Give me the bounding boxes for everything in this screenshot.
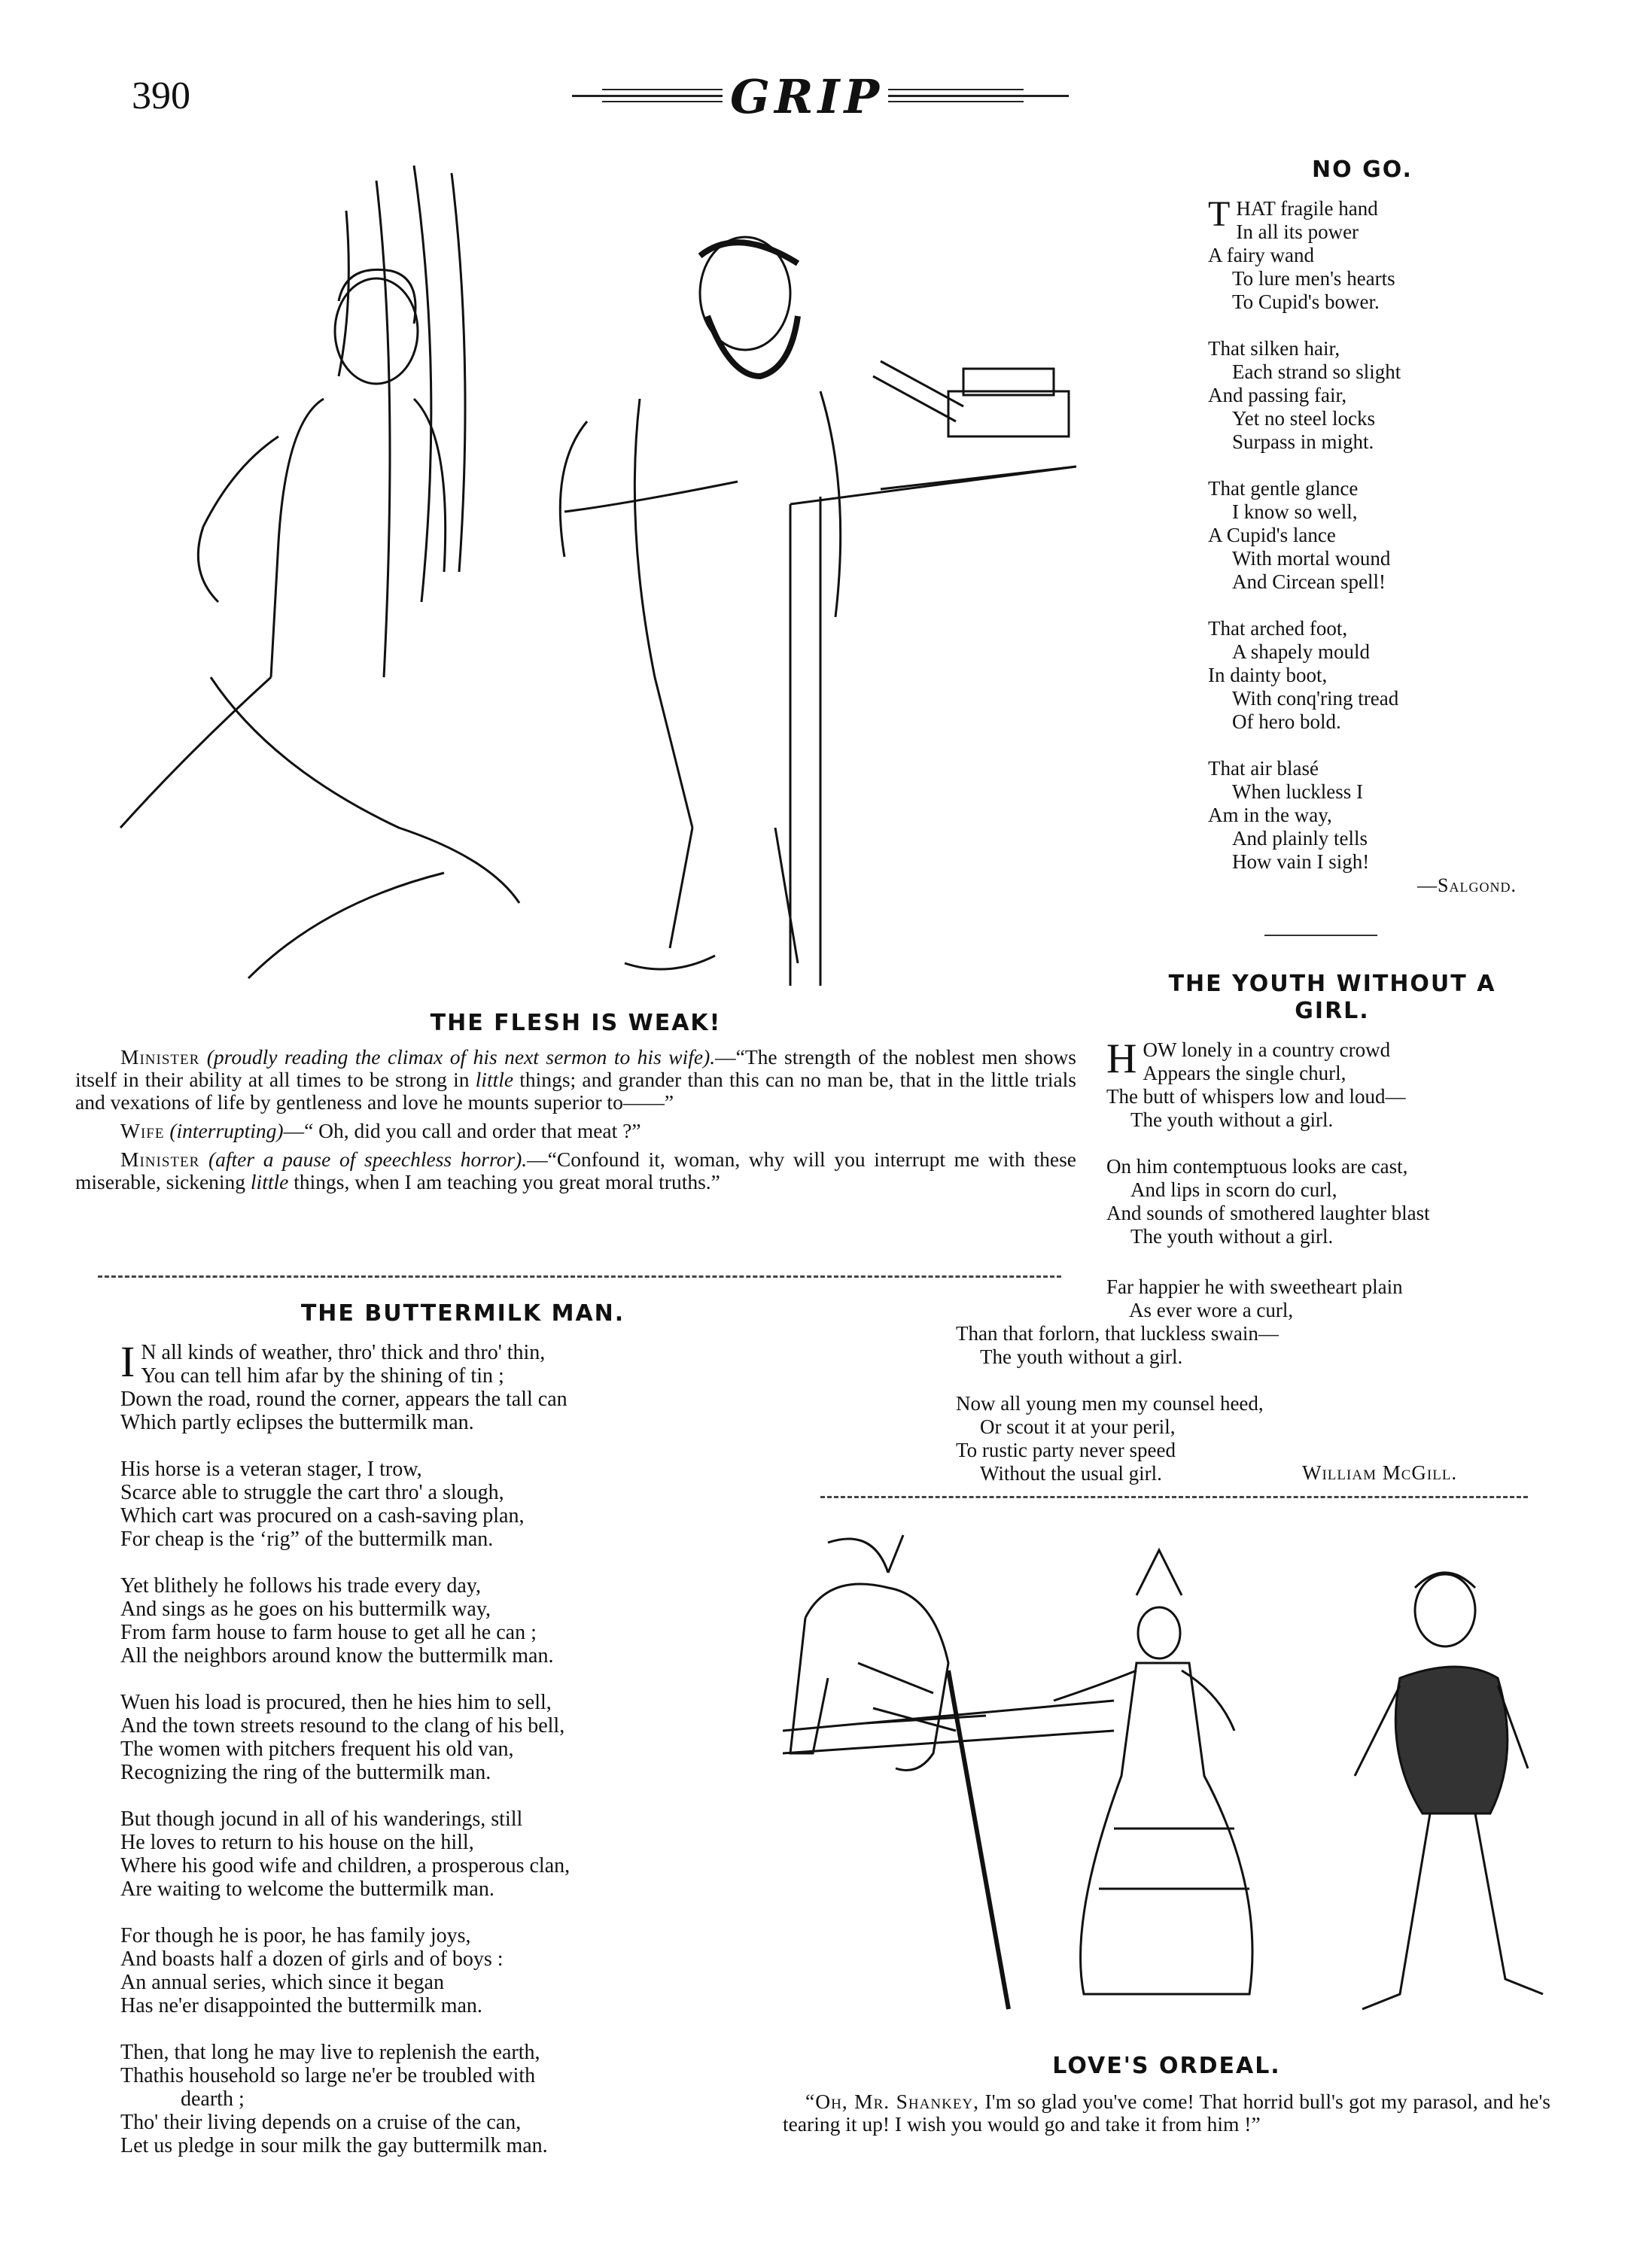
- page-number: 390: [132, 74, 190, 117]
- youth-poem-continued: Far happier he with sweetheart plain As ever wore a curl, Than that forlorn, that luckless swain— The youth without a girl. Now all young men my counsel heed, Or scout it at your peril, To rustic party never speed Without the usual girl.: [956, 1275, 1403, 1485]
- youth-signature: William McGill.: [1302, 1461, 1458, 1484]
- bull-lady-boy-illustration: [783, 1528, 1550, 2039]
- minister-and-wife-illustration: [98, 150, 1076, 1001]
- no-go-heading: NO GO.: [1312, 157, 1413, 183]
- no-go-poem: T HAT fragile hand In all its power A fairy wand To lure men's hearts To Cupid's bower. That silken hair, Each strand so slight And passing fair, Yet no steel locks Surpass in might. That gentle glance I know so well, A Cupid's lance With mortal wound And Circean spell! That arched foot, A shapely mould In dainty boot, With conq'ring tread Of hero bold. That air blasé When luckless I Am in the way, And plainly tells How vain I sigh! —Salgond.: [1208, 194, 1517, 896]
- divider: [820, 1496, 1528, 1498]
- loves-ordeal-heading: LOVE'S ORDEAL.: [1052, 2053, 1281, 2079]
- flesh-heading: THE FLESH IS WEAK!: [430, 1010, 722, 1036]
- youth-poem: H OW lonely in a country crowd Appears the single churl, The butt of whispers low and loud— The youth without a girl. On him contemptuous looks are cast, And lips in scorn do curl, And sounds of smothered laughter blast The youth without a girl.: [1106, 1035, 1430, 1248]
- no-go-signature: —Salgond.: [1417, 874, 1517, 896]
- buttermilk-poem: I N all kinds of weather, thro' thick and thro' thin, You can tell him afar by the shining of tin ; Down the road, round the corner, appears the tall can Which partly eclipses the buttermilk man. His horse is a veteran stager, I trow, Scarce able to struggle the cart thro' a slough, Which cart was procured on a cash-saving plan, For cheap is the ‘rig” of the buttermilk man. Yet blithely he follows his trade every day, And sings as he goes on his buttermilk way, From farm house to farm house to get all he can ; All the neighbors around know the buttermilk man. Wuen his load is procured, then he hies him to sell, And the town streets resound to the clang of his bell, The women with pitchers frequent his old van, Recognizing the ring of the buttermilk man. But though jocund in all of his wanderings, still He loves to return to his house on the hill, Where his good wife and children, a prosperous clan, Are waiting to welcome the buttermilk man. For though he is poor, he has family joys, And boasts half a dozen of girls and of boys : An annual series, which since it began Has ne'er disappointed the buttermilk man. Then, that long he may live to replenish the earth, Thathis household so large ne'er be troubled with dearth ; Tho' their living depends on a cruise of the can, Let us pledge in sour milk the gay buttermilk man.: [120, 1337, 571, 2157]
- minister-line-2: Minister (after a pause of speechless horror).—“Confound it, woman, why will you interrupt me with these miserable, sickening little things, when I am teaching you great moral truths.”: [75, 1148, 1077, 1193]
- buttermilk-heading: THE BUTTERMILK MAN.: [300, 1300, 625, 1327]
- masthead-title: GRIP: [730, 69, 884, 124]
- divider: [1264, 935, 1377, 936]
- divider: [98, 1275, 1061, 1278]
- loves-ordeal-caption: “Oh, Mr. Shankey, I'm so glad you've come! That horrid bull's got my parasol, and he's tearing it up! I wish you would go and take it from him !”: [783, 2090, 1550, 2136]
- minister-line-1: Minister (proudly reading the climax of his next sermon to his wife).—“The strength of the noblest men shows itself in their ability at all times to be strong in little things; and grander than this can no man be, that in the little trials and vexations of life by gentleness and love he mounts superior to——”: [75, 1045, 1077, 1114]
- wife-line: Wife (interrupting)—“ Oh, did you call and order that meat ?”: [120, 1119, 641, 1142]
- flesh-dialogue: [75, 1046, 1076, 1199]
- youth-heading: THE YOUTH WITHOUT A GIRL.: [1168, 971, 1496, 1024]
- masthead: [572, 69, 1069, 122]
